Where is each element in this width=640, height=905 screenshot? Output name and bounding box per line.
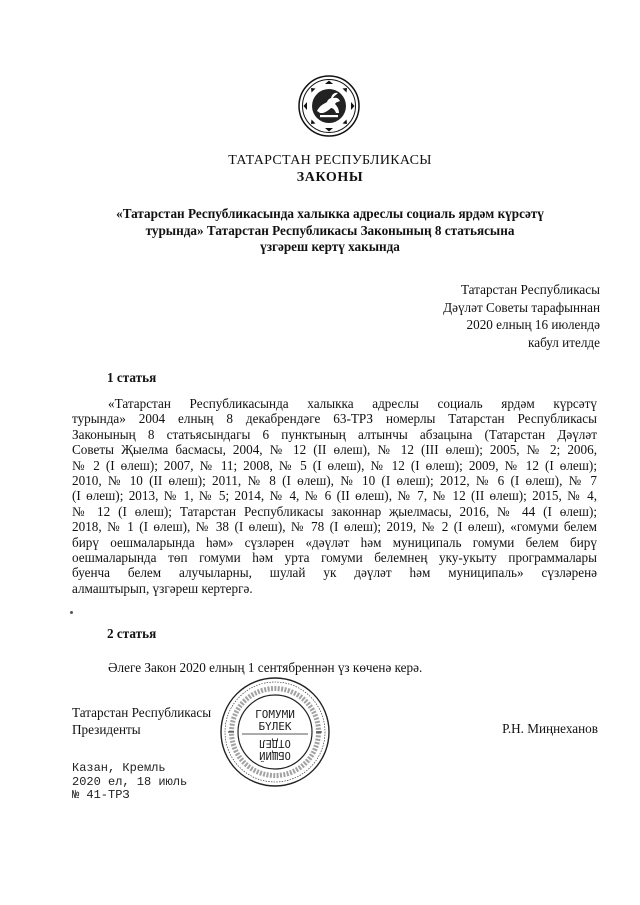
adoption-line: 2020 елның 16 июлендә — [466, 317, 600, 332]
law-label: ЗАКОНЫ — [296, 170, 364, 185]
law-title — [60, 206, 600, 256]
stamp-line: ОТДЕЛ — [259, 737, 291, 749]
stamp-line: ОБЩИЙ — [259, 749, 291, 761]
adoption-line: кабул ителде — [528, 334, 600, 350]
text-line: турында» 2004 елның 8 декабрендәге 63-ТРЗ номерлы Татарстан Республикасы — [72, 411, 597, 427]
article-2-heading: 2 статья — [107, 626, 157, 641]
text-line: бирү оешмаларында һәм» сүзләрен «дәүләт һәм муниципаль гомуми белем бирү — [72, 534, 597, 550]
footer-line: Казан, Кремль — [72, 761, 166, 775]
footer-line: № 41-ТРЗ — [72, 788, 130, 803]
text-line: 2018, № 1 (I өлеш), № 38 (I өлеш), № 78 (I өлеш); 2019, № 2 (I өлеш), «гомуми белем — [72, 519, 597, 535]
law-title-line: «Татарстан Республикасында халыкка адреслы социаль ярдәм күрсәтү — [116, 206, 544, 221]
text-line: 2010, № 10 (II өлеш); 2011, № 8 (I өлеш), № 10 (I өлеш); 2012, № 6 (I өлеш), № 7 — [72, 473, 597, 489]
adoption-note — [360, 281, 600, 351]
text-line: (I өлеш); 2013, № 1, № 5; 2014, № 4, № 6 (II өлеш), № 7, № 12 (II өлеш); 2015, № 4, — [72, 488, 597, 504]
signatory-position-line: Президенты — [72, 722, 141, 737]
signatory-position — [72, 704, 211, 738]
article-2-text: Әлеге Закон 2020 елның 1 сентябреннән үз көченә керә. — [108, 660, 423, 675]
text-line: Советы Җыелма басмасы, 2004, № 12 (II өлеш), № 12 (III өлеш); 2005, № 2; 2006, — [72, 442, 597, 458]
law-title-line: турында» Татарстан Республикасы Законының 8 статьясына — [145, 222, 515, 238]
text-line: № 12 (I өлеш); Татарстан Республикасы законнар җыелмасы, 2016, № 44 (I өлеш); — [72, 503, 597, 519]
place-date-number — [72, 762, 187, 803]
text-line: Законының 8 статьясындагы 6 пунктының алтынчы абзацына (Татарстан Дәүләт — [72, 426, 597, 442]
text-line: алмаштырып, үзгәреш кертергә. — [72, 580, 253, 596]
law-title-line: үзгәреш кертү хакында — [260, 239, 400, 254]
stamp-line: БҮЛЕК — [258, 720, 292, 733]
signatory-name: Р.Н. Миңнеханов — [502, 721, 598, 736]
footer-line: 2020 ел, 18 июль — [72, 774, 188, 789]
article-1-text — [72, 396, 597, 596]
signatory-position-line: Татарстан Республикасы — [72, 705, 212, 720]
text-line: оешмаларында төп гомуми һәм урта гомуми белемнең уку-укыту программалары — [72, 550, 597, 566]
republic-name: ТАТАРСТАН РЕСПУБЛИКАСЫ — [228, 153, 432, 168]
official-stamp — [218, 675, 332, 789]
article-1-heading: 1 статья — [107, 370, 157, 385]
scan-speck — [70, 611, 73, 614]
adoption-line: Дәүләт Советы тарафыннан — [443, 299, 600, 315]
text-line: «Татарстан Республикасында халыкка адреслы социаль ярдәм күрсәтү — [108, 396, 597, 411]
text-line: буенча белем алучыларны, шулай ук дәүләт һәм муниципаль» сүзләренә — [72, 565, 597, 581]
adoption-line: Татарстан Республикасы — [460, 282, 600, 297]
stamp-line: ГОМУМИ — [255, 708, 295, 721]
text-line: № 2 (I өлеш); 2007, № 11; 2008, № 5 (I өлеш), № 12 (I өлеш); 2009, № 12 (I өлеш); — [72, 457, 597, 473]
tatarstan-emblem-icon — [298, 75, 360, 137]
